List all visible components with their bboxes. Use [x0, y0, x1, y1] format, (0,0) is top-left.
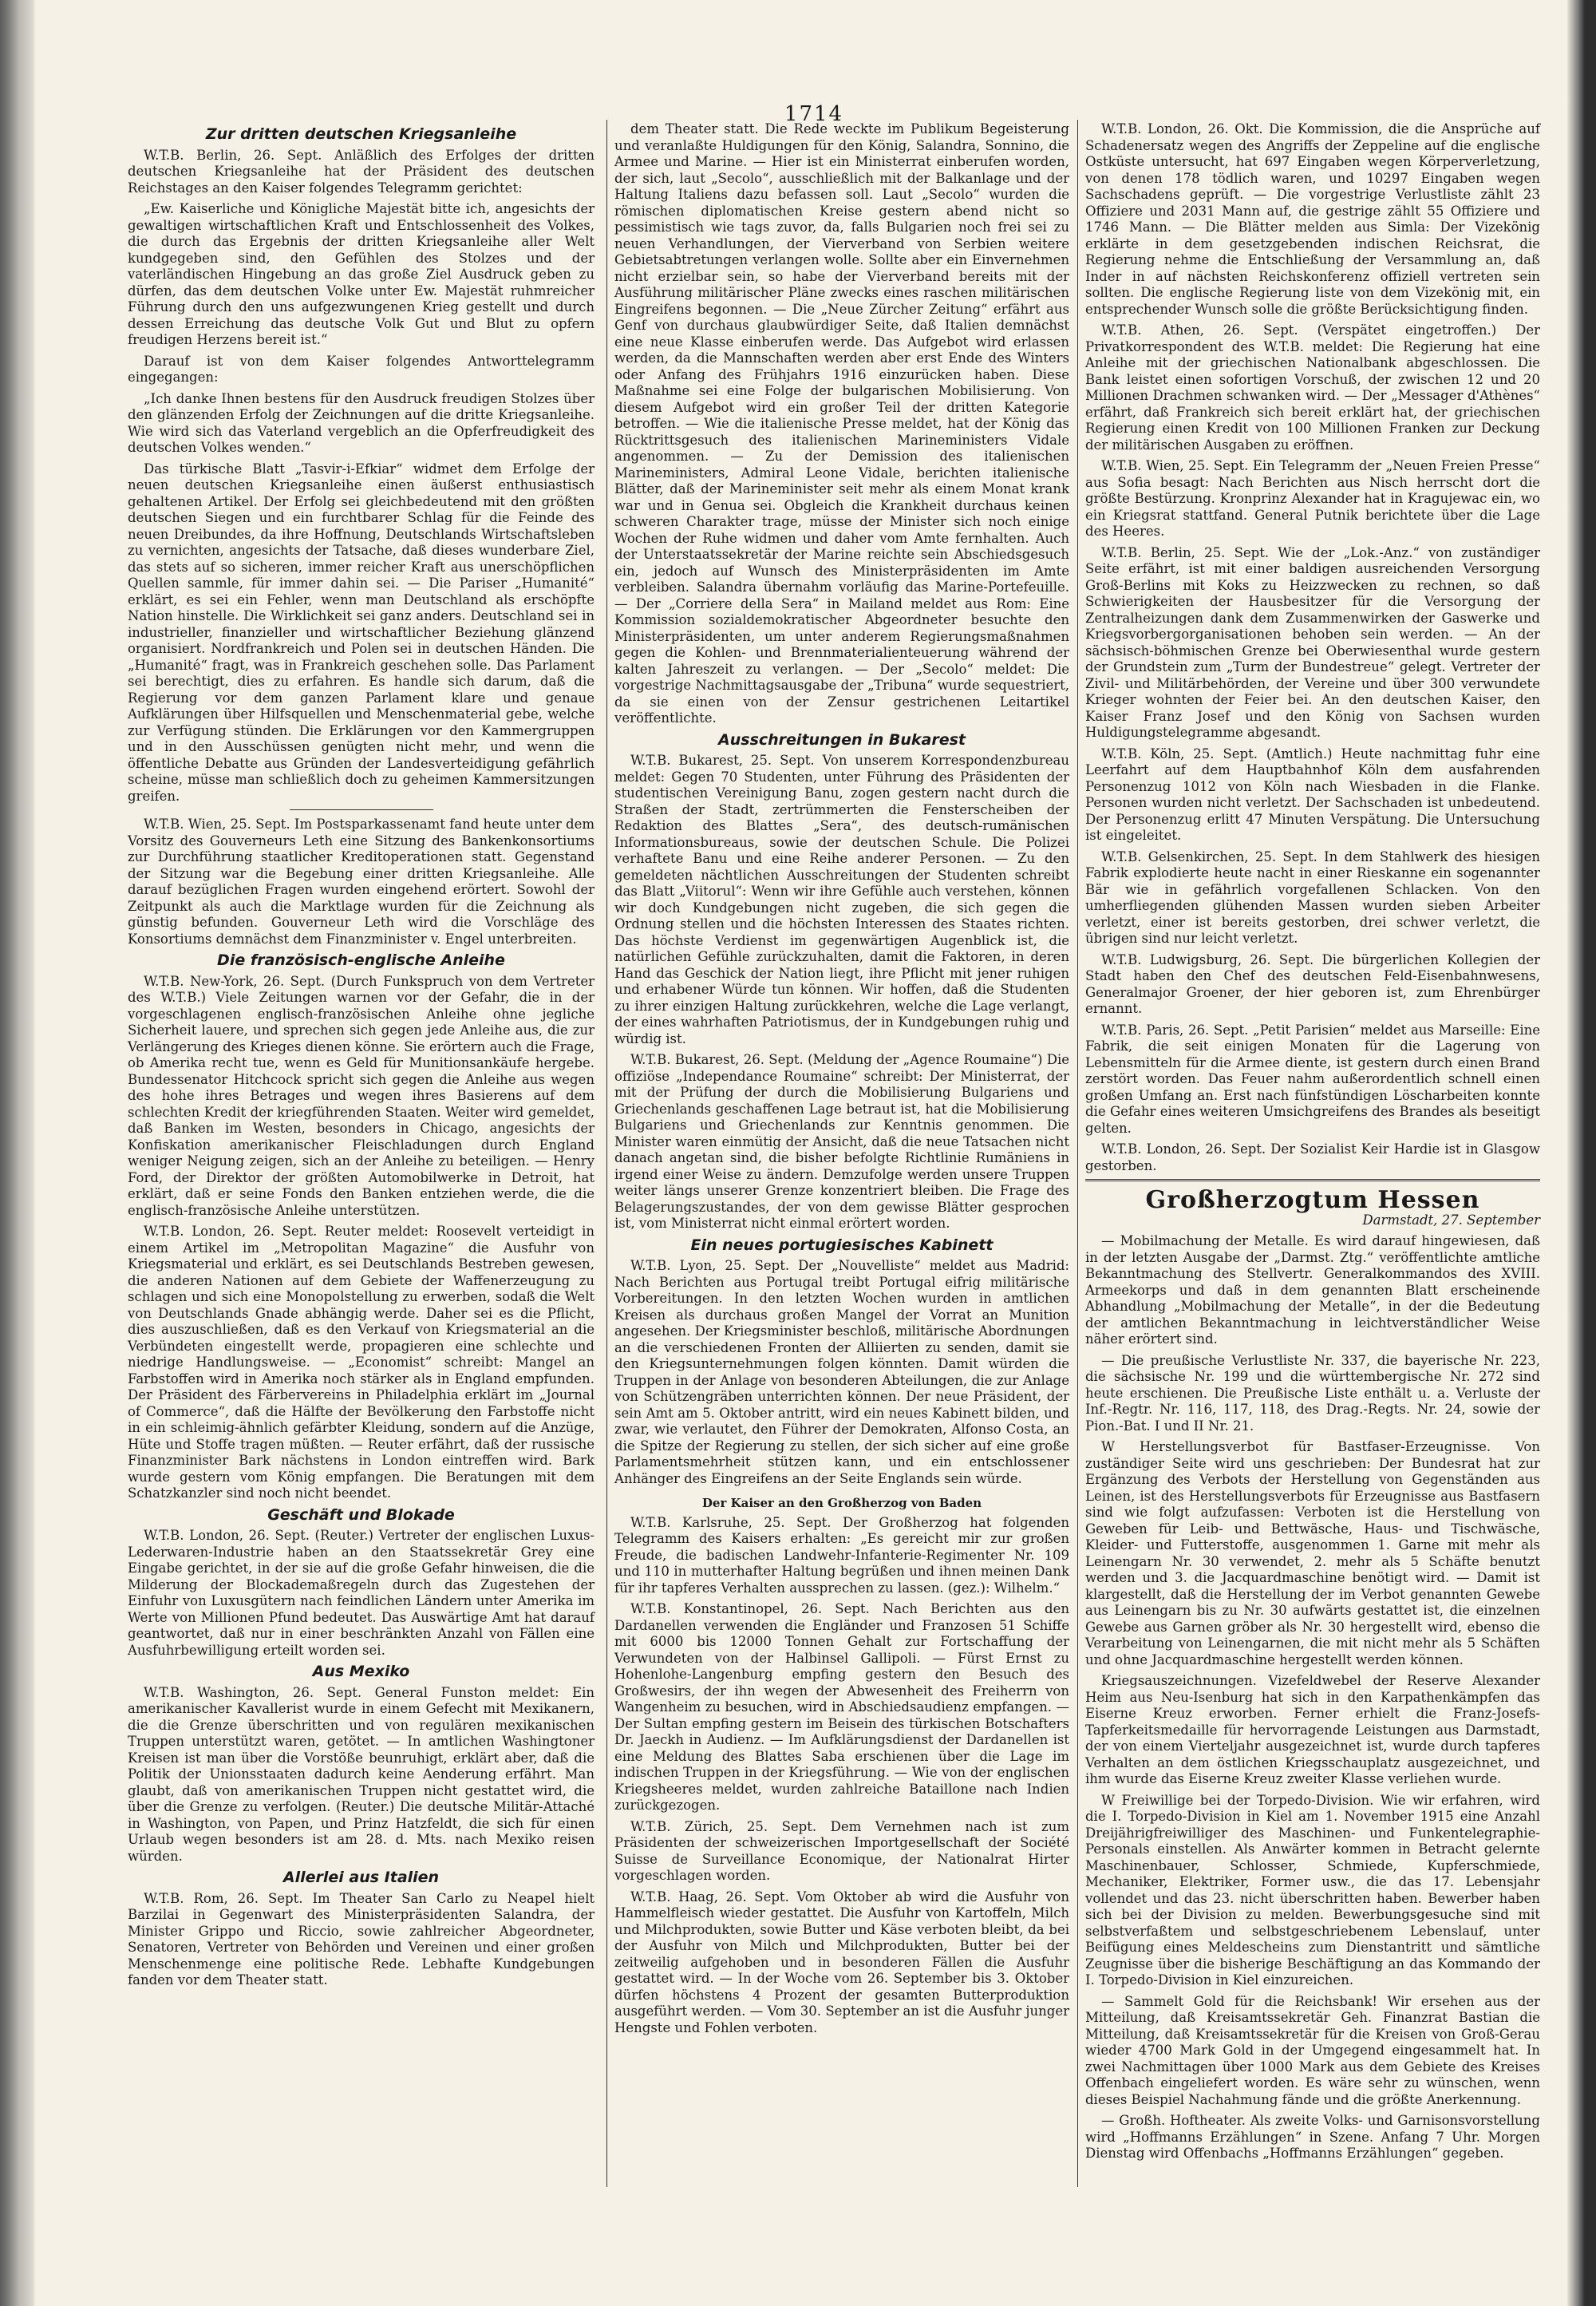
column-1: [128, 121, 595, 1994]
article-paragraph: „Ew. Kaiserliche und Königliche Majestät bitte ich, angesichts der gewaltigen wirtschaftlichen Kraft und Entschlossenheit des Volkes, die durch das Ergebnis der dritten Kriegsanleihe aller Welt kundgegeben sind, den Gefühlen des Stolzes und der vaterländischen Hingebung an das große Ziel Ausdruck geben zu dürfen, das dem deutschen Volke unter Ew. Majestät ruhmreicher Führung durch den uns aufgezwungenen Krieg gestellt und durch dessen Erreichung das deutsche Volk Gut und Blut zu opfern freudigen Herzens bereit ist.“: [128, 201, 595, 347]
article-paragraph: W Herstellungsverbot für Bastfaser-Erzeugnisse. Von zuständiger Seite wird uns geschrieben: Der Bundesrat hat zur Ergänzung des Verbots der Herstellung von Gegenständen aus Leinen, ist des Herstellungsverbots für Erzeugnisse aus Bastfasern sind wie folgt aufzufassen: Verboten ist die Herstellung von Geweben für Leib- und Bettwäsche, Haus- und Tischwäsche, Kleider- und Futterstoffe, ausgenommen 1. Garne mit mehr als Leinengarn Nr. 30 verwendet, 2. mehr als 5 Schäfte benutzt werden und 3. die Jacquardmaschine benötigt wird. — Damit ist klargestellt, daß die Herstellung der im Verbot genannten Gewebe aus Leinengarn bis zu Nr. 30 aufwärts gestattet ist, die einzelnen Gewebe aus Garnen gröber als Nr. 30 hergestellt wird, ebenso die Verarbeitung von Leinengarnen, die mit nicht mehr als 5 Schäften und ohne Jacquardmaschine hergestellt werden können.: [1085, 1439, 1540, 1667]
article-paragraph: W.T.B. Ludwigsburg, 26. Sept. Die bürgerlichen Kollegien der Stadt haben den Chef des deutschen Feld-Eisenbahnwesens, Generalmajor Groener, der hier geboren ist, zum Ehrenbürger ernannt.: [1085, 951, 1540, 1016]
article-paragraph: W.T.B. London, 26. Sept. Reuter meldet: Roosevelt verteidigt in einem Artikel im „Metropolitan Magazine“ die Ausfuhr von Kriegsmaterial und erklärt, es sei Deutschlands Bestreben gewesen, die anderen Nationen auf dem Gebiete der Waffenerzeugung zu schlagen und sich eine Monopolstellung zu erwerben, sodaß die Welt von Deutschlands Gnade abhängig werde. Daher sei es die Pflicht, dies auszuschließen, daß es den Verkauf von Kriegsmaterial an die Verbündeten eingestellt werde, propagieren eine schlechte und niedrige Handlungsweise. — „Economist“ schreibt: Mangel an Farbstoffen wird in Amerika noch stärker als in England empfunden. Der Präsident des Färbervereins in Philadelphia erklärt im „Journal of Commerce“, daß die Hälfte der Bevölkerung den Farbstoffe nicht in ein schleimig-ähnlich gefärbter Kleidung, sondern auf die Anzüge, Hüte und Stoffe tragen müßten. — Reuter erfährt, daß der russische Finanzminister Bark nächstens in London eintreffen wird. Bark wurde gestern vom König empfangen. Die Beratungen mit dem Schatzkanzler sind noch nicht beendet.: [128, 1224, 595, 1501]
headline-business-blockade: Geschäft und Blokade: [267, 1505, 455, 1524]
article-paragraph: W.T.B. Zürich, 25. Sept. Dem Vernehmen nach ist zum Präsidenten der schweizerischen Importgesellschaft der Société Suisse de Surveillance Economique, der Nationalrat Hirter vorgeschlagen worden.: [614, 1818, 1069, 1883]
headline-portuguese-cabinet: Ein neues portugiesisches Kabinett: [690, 1236, 994, 1254]
article-paragraph: „Ich danke Ihnen bestens für den Ausdruck freudigen Stolzes über den glänzenden Erfolg der Zeichnungen auf die dritte Kriegsanleihe. Wie wird sich das Vaterland vergeblich an die Opferfreudigkeit des deutschen Volkes wenden.“: [128, 390, 595, 455]
headline-bucharest-riots: Ausschreitungen in Bukarest: [718, 730, 966, 749]
article-paragraph: W.T.B. London, 26. Sept. Der Sozialist Keir Hardie ist in Glasgow gestorben.: [1085, 1141, 1540, 1173]
article-paragraph: W.T.B. Karlsruhe, 25. Sept. Der Großherzog hat folgenden Telegramm des Kaisers erhalten: „Es gereicht mir zur großen Freude, die badischen Landwehr-Infanterie-Regimenter Nr. 109 und 110 in mutterhafter Haltung begrüßen und ihnen meinen Dank für ihr tapferes Verhalten aussprechen zu lassen. (gez.): Wilhelm.“: [614, 1514, 1069, 1596]
article-paragraph: W.T.B. Wien, 25. Sept. Ein Telegramm der „Neuen Freien Presse“ aus Sofia besagt: Nach Berichten aus Nisch herrscht dort die größte Bestürzung. Kronprinz Alexander hat in Kragujewac ein, wo ein Kriegsrat stattfand. General Putnik berichtete über die Lage des Heeres.: [1085, 458, 1540, 539]
article-paragraph: W.T.B. London, 26. Okt. Die Kommission, die die Ansprüche auf Schadenersatz wegen des Angriffs der Zeppeline auf die englische Ostküste untersucht, hat 697 Eingaben wegen Körperverletzung, von denen 178 tödlich waren, und 10297 Eingaben wegen Sachschadens geprüft. — Die vorgestrige Verlustliste zählt 23 Offiziere und 2031 Mann auf, die gestrige zählt 55 Offiziere und 1746 Mann. — Die Blätter melden aus Simla: Der Vizekönig erklärte in dem gesetzgebenden indischen Reichsrat, die Regierung nehme die Entschließung der Versammlung an, daß Inder in auf nächsten Reichskonferenz offiziell vertreten sein sollten. Die englische Regierung liste von dem Vizekönig mit, ein entsprechender Wunsch solle die größte Berücksichtigung finden.: [1085, 121, 1540, 317]
headline-french-english-loan: Die französisch-englische Anleihe: [217, 951, 505, 969]
article-paragraph: W.T.B. Köln, 25. Sept. (Amtlich.) Heute nachmittag fuhr eine Leerfahrt auf dem Hauptbahnhof Köln dem ausfahrenden Personenzug 1012 von Köln nach Wiesbaden in die Flanke. Personen wurden nicht verletzt. Der Sachschaden ist unbedeutend. Der Personenzug erlitt 47 Minuten Verspätung. Die Untersuchung ist eingeleitet.: [1085, 746, 1540, 843]
column-2: [614, 121, 1069, 2041]
section-divider: [290, 809, 433, 810]
column-rule: [1077, 120, 1078, 2187]
article-paragraph: W.T.B. Gelsenkirchen, 25. Sept. In dem Stahlwerk des hiesigen Fabrik explodierte heute nacht in einer Rieskanne ein sogenannter Bär wie in gefährlich vorgefallenen Schlacken. Von den umherfliegenden glühenden Massen wurden sieben Arbeiter verletzt, einer ist bereits gestorben, drei schwer verletzt, die übrigen sind nur leicht verletzt.: [1085, 848, 1540, 946]
dateline: Darmstadt, 27. September: [1362, 1212, 1540, 1228]
column-rule: [606, 120, 607, 2187]
article-paragraph: W.T.B. New-York, 26. Sept. (Durch Funkspruch von dem Vertreter des W.T.B.) Viele Zeitungen warnen vor der Gefahr, die in der vorgeschlagenen englisch-französischen Anleihe ohne jegliche Sicherheit lauere, und sprechen sich gegen jede Anleihe aus, die zur Verlängerung des Krieges dienen könne. Sie erörtern auch die Frage, ob Amerika recht tue, wenn es Geld für Munitionsankäufe hergebe. Bundessenator Hitchcock spricht sich gegen die Anleihe aus wegen des hohe ihres Betrages und wegen ihres Basierens auf dem schlechten Kredit der kriegführenden Staaten. Weiter wird gemeldet, daß Banken im Westen, besonders in Chicago, angesichts der Konfiskation amerikanischer Fleischladungen durch England weniger Neigung zeigen, sich an der Anleihe zu beteiligen. — Henry Ford, der Direktor der größten Automobilwerke in Detroit, hat erklärt, daß er seine Fonds den Banken entziehen werde, die die englisch-französische Anleihe unterstützen.: [128, 973, 595, 1218]
headline-war-loan: Zur dritten deutschen Kriegsanleihe: [205, 125, 517, 143]
article-paragraph: Darauf ist von dem Kaiser folgendes Antworttelegramm eingegangen:: [128, 353, 595, 385]
article-paragraph: W.T.B. Berlin, 26. Sept. Anläßlich des Erfolges der dritten deutschen Kriegsanleihe hat der Präsident des deutschen Reichstages an den Kaiser folgendes Telegramm gerichtet:: [128, 147, 595, 196]
article-paragraph: Kriegsauszeichnungen. Vizefeldwebel der Reserve Alexander Heim aus Neu-Isenburg hat sich in den Karpathenkämpfen das Eiserne Kreuz erworben. Ferner erhielt die Franz-Josefs-Tapferkeitsmedaille für hervorragende Leistungen aus Darmstadt, der von einem Vierteljahr ausgezeichnet ist, wurde durch tapferes Verhalten an dem östlichen Kriegsschauplatz ausgezeichnet, und ihm wurde das Eiserne Kreuz zweiter Klasse verliehen wurde.: [1085, 1673, 1540, 1786]
article-paragraph: — Sammelt Gold für die Reichsbank! Wir ersehen aus der Mitteilung, daß Kreisamtssekretär Geh. Finanzrat Bastian die Mitteilung, daß Kreisamtssekretär für die Kreisen von Groß-Gerau wieder 4700 Mark Gold in der Umgegend eingesammelt hat. In zwei Nachmittagen über 1000 Mark aus dem Gebiete des Kreises Offenbach eingeliefert worden. Es wäre sehr zu wünschen, wenn dieses Beispiel Nachahmung fände und die größte Anerkennung.: [1085, 1993, 1540, 2107]
page-number: 1714: [784, 102, 844, 126]
page-edge-shadow: [1567, 0, 1596, 2306]
article-paragraph: W.T.B. Berlin, 25. Sept. Wie der „Lok.-Anz.“ von zuständiger Seite erfährt, ist mit einer baldigen ausreichenden Versorgung Groß-Berlins mit Koks zu Heizzwecken zu rechnen, so daß Schwierigkeiten der Hausbesitzer für die Versorgung der Zentralheizungen dank dem Zusammenwirken der Gaswerke und Kriegsvorbergorganisationen behoben sein werden. — An der sächsisch-böhmischen Grenze bei Oberwiesenthal wurde gestern der Grundstein zum „Turm der Bundestreue“ gelegt. Vertreter der Zivil- und Militärbehörden, der Vereine und über 300 verwundete Krieger wohnten der Feier bei. An den deutschen Kaiser, den Kaiser Franz Josef und den König von Sachsen wurden Huldigungstelegramme abgesandt.: [1085, 544, 1540, 740]
section-divider: [1085, 1179, 1540, 1181]
article-paragraph: — Die preußische Verlustliste Nr. 337, die bayerische Nr. 223, die sächsische Nr. 199 und die württembergische Nr. 272 sind heute erschienen. Die Preußische Liste enthält u. a. Verluste der Inf.-Regtr. Nr. 116, 117, 118, des Drag.-Regts. Nr. 24, sowie der Pion.-Bat. I und II Nr. 21.: [1085, 1352, 1540, 1434]
article-paragraph: W.T.B. Bukarest, 25. Sept. Von unserem Korrespondenzbureau meldet: Gegen 70 Studenten, unter Führung des Präsidenten der studentischen Vereinigung Banu, zogen gestern nacht durch die Straßen der Stadt, zertrümmerten die Fensterscheiben der Redaktion des Blattes „Sera“, des deutsch-rumänischen Informationsbureaus, sowie der deutschen Schule. Die Polizei verhaftete Banu und eine Reihe anderer Personen. — Zu den gemeldeten nächtlichen Ausschreitungen der Studenten schreibt das Blatt „Viitorul“: Wenn wir ihre Gefühle auch verstehen, können wir doch Kundgebungen nicht zugeben, die sich gegen die Ordnung stellen und die höchsten Interessen des Staates richten. Das höchste Verdienst im gegenwärtigen Augenblick ist, die natürlichen Gefühle zurückzuhalten, damit die Faktoren, in deren Hand das Geschick der Nation liegt, ihre Pflicht mit jener ruhigen und erhabener Würde tun können. Wir hoffen, daß die Studenten zu ihrer einzigen Haltung zurückkehren, welche die Lage verlangt, der eines wahrhaften Patriotismus, der in Kundgebungen ruhig und würdig ist.: [614, 753, 1069, 1046]
article-paragraph: W.T.B. Paris, 26. Sept. „Petit Parisien“ meldet aus Marseille: Eine Fabrik, die seit einigen Monaten für die Lagerung von Lebensmitteln für die Armee diente, ist gestern durch einen Brand zerstört worden. Das Feuer nahm außerordentlich schnell einen großen Umfang an. Erst nach fünfstündigen Löscharbeiten konnte die Gefahr eines weiteren Umsichgreifens des Brandes als beseitigt gelten.: [1085, 1022, 1540, 1136]
article-paragraph: W.T.B. London, 26. Sept. (Reuter.) Vertreter der englischen Luxus-Lederwaren-Industrie haben an den Staatssekretär Grey eine Eingabe gerichtet, in der sie auf die große Gefahr hinweisen, die die Milderung der Blockademaßregeln durch das Zugestehen der Einfuhr von Luxusgütern nach feindlichen Ländern unter Amerika im Werte von Millionen Pfund bedeutet. Das Auswärtige Amt hat darauf geantwortet, daß nur in einer beschränkten Anzahl von Fällen eine Ausfuhrbewilligung erteilt worden sei.: [128, 1528, 595, 1658]
headline-mexico: Aus Mexiko: [312, 1663, 410, 1680]
article-paragraph: W.T.B. Konstantinopel, 26. Sept. Nach Berichten aus den Dardanellen verwenden die Engländer und Franzosen 51 Schiffe mit 6000 bis 12000 Tonnen Gehalt zur Fortschaffung der Verwundeten von der Halbinsel Gallipoli. — Fürst Ernst zu Hohenlohe-Langenburg empfing gestern den Besuch des Großwesirs, der ihn wegen der Abwesenheit des Freiherrn von Wangenheim zu besuchen, wird in Abschiedsaudienz empfangen. — Der Sultan empfing gestern im Beisein des türkischen Botschafters Dr. Jaeckh in Audienz. — Im Aufklärungsdienst der Dardanellen ist eine Meldung des Blattes Saba erschienen über die Lage im indischen Truppen in der Kriegsführung. — Wie von der englischen Kriegsheeres meldet, wurden zahlreiche Bataillone nach Indien zurückgezogen.: [614, 1601, 1069, 1813]
article-paragraph: W.T.B. Bukarest, 26. Sept. (Meldung der „Agence Roumaine“) Die offiziöse „Independance Roumaine“ schreibt: Der Ministerrat, der mit der Prüfung der durch die Mobilisierung Bulgariens und Griechenlands geschaffenen Lage betraut ist, hat die Mobilisierung Bulgariens und Griechenlands zur Kenntnis genommen. Die Minister waren einmütig der Ansicht, daß die neue Tatsachen nicht danach angetan sind, die bisher befolgte Richtlinie Rumäniens in irgend einer Weise zu ändern. Demzufolge werden unsere Truppen weiter längs unserer Grenze konzentriert bleiben. Die Frage des Belagerungszustandes, der von dem gewisse Blätter gesprochen ist, vom Ministerrat nicht einmal erörtert worden.: [614, 1052, 1069, 1231]
headline-italy: Allerlei aus Italien: [282, 1869, 440, 1886]
article-paragraph: — Mobilmachung der Metalle. Es wird darauf hingewiesen, daß in der letzten Ausgabe der „Darmst. Ztg.“ veröffentlichte amtliche Bekanntmachung des Stellvertr. Generalkommandos des XVIII. Armeekorps und daß in dem genannten Blatt erscheinende Abhandlung „Mobilmachung der Metalle“, in der die Bedeutung der amtlichen Bekanntmachung in leichtverständlicher Weise näher erörtert sind.: [1085, 1233, 1540, 1347]
article-paragraph: dem Theater statt. Die Rede weckte im Publikum Begeisterung und veranlaßte Huldigungen für den König, Salandra, Sonnino, die Armee und Marine. — Hier ist ein Ministerrat einberufen worden, der sich, laut „Secolo“, ausschließlich mit der Balkanlage und der Haltung Italiens dazu befassen soll. Laut „Secolo“ wurden die römischen diplomatischen Kreise gestern abend nicht so pessimistisch wie tags zuvor, da, falls Bulgarien noch frei sei zu neuen Verhandlungen, der Vierverband von Serbien weitere Gebietsabtretungen verlangen wolle. Sollte aber ein Einvernehmen nicht erzielbar sein, so habe der Vierverband bereits mit der Ausführung militärischer Pläne zwecks eines raschen militärischen Eingreifens begonnen. — Die „Neue Zürcher Zeitung“ erfährt aus Genf von durchaus glaubwürdiger Seite, daß Italien demnächst eine neue Klasse einberufen werde. Das Aufgebot wird erlassen werden, da die Mannschaften werden aber erst Ende des Winters oder Anfang des Frühjahrs 1916 einzurücken haben. Diese Maßnahme sei eine Folge der bulgarischen Mobilisierung. Von diesem Aufgebot wird ein großer Teil der dritten Kategorie betroffen. — Wie die italienische Presse meldet, hat der König das Rücktrittsgesuch des italienischen Marineministers Vidale angenommen. — Zu der Demission des italienischen Marineministers, Admiral Leone Vidale, berichten italienische Blätter, daß der Marineminister seit mehr als einem Monat krank war und in Genua sei. Obgleich die Krankheit durchaus keinen schweren Charakter trage, müsse der Minister sich noch einige Wochen der Ruhe widmen und daher vom Amte fernhalten. Auch der Unterstaatssekretär der Marine reichte sein Abschiedsgesuch ein, jedoch auf Wunsch des Ministerpräsidenten im Amte verbleiben. Salandra übernahm vorläufig das Marine-Portefeuille. — Der „Corriere della Sera“ in Mailand meldet aus Rom: Eine Kommission sozialdemokratischer Abgeordneter besuchte den Ministerpräsidenten, um unter anderem Regierungsmaßnahmen gegen die Kohlen- und Brennmaterialienteuerung während der kalten Jahreszeit zu verlangen. — Der „Secolo“ meldet: Die vorgestrige Nachmittagsausgabe der „Tribuna“ wurde sequestriert, da sie einen von der Zensur gestrichenen Leitartikel veröffentlichte.: [614, 121, 1069, 726]
article-paragraph: — Großh. Hoftheater. Als zweite Volks- und Garnisonsvorstellung wird „Hoffmanns Erzählungen“ in Szene. Anfang 7 Uhr. Morgen Dienstag wird Offenbachs „Hoffmanns Erzählungen“ gegeben.: [1085, 2113, 1540, 2161]
column-3: [1085, 121, 1540, 2167]
article-paragraph: W.T.B. Athen, 26. Sept. (Verspätet eingetroffen.) Der Privatkorrespondent des W.T.B. meldet: Die Regierung hat eine Anleihe mit der griechischen Nationalbank abgeschlossen. Die Bank leistet einen sofortigen Vorschuß, der zwischen 12 und 20 Millionen Drachmen schwanken wird. — Der „Messager d'Athènes“ erfährt, daß Frankreich sich bereit erklärt hat, der griechischen Regierung einen Kredit von 100 Millionen Franken zur Deckung der militärischen Ausgaben zu eröffnen.: [1085, 322, 1540, 453]
article-paragraph: W.T.B. Rom, 26. Sept. Im Theater San Carlo zu Neapel hielt Barzilai in Gegenwart des Ministerpräsidenten Salandra, der Minister Grippo und Riccio, sowie zahlreicher Abgeordneter, Senatoren, Vertreter von Behörden und Vereinen und einer großen Menschenmenge eine politische Rede. Lebhafte Kundgebungen fanden vor dem Theater statt.: [128, 1890, 595, 1988]
article-paragraph: W Freiwillige bei der Torpedo-Division. Wie wir erfahren, wird die I. Torpedo-Division in Kiel am 1. November 1915 eine Anzahl Dreijährigfreiwilliger des Maschinen- und Funkentelegraphie-Personals einstellen. Als Anwärter kommen in Betracht gelernte Maschinenbauer, Schlosser, Schmiede, Kupferschmiede, Mechaniker, Elektriker, Former usw., die das 17. Lebensjahr vollendet und das 23. nicht überschritten haben. Bewerber haben sich bei der Division zu melden. Bewerbungsgesuche sind mit selbstverfaßtem und selbstgeschriebenem Lebenslauf, unter Beifügung eines Meldescheins zum Dienstantritt und sämtliche Zeugnisse über die bisherige Beschäftigung an das Kommando der I. Torpedo-Division in Kiel einzureichen.: [1085, 1792, 1540, 1988]
headline-hessen: Großherzogtum Hessen: [1145, 1186, 1480, 1214]
article-paragraph: W.T.B. Lyon, 25. Sept. Der „Nouvelliste“ meldet aus Madrid: Nach Berichten aus Portugal treibt Portugal eifrig militärische Vorbereitungen. In den letzten Wochen wurden in amtlichen Kreisen als durchaus großen Mangel der Vorrat an Munition angesehen. Der Kriegsminister beschloß, militärische Abordnungen an die verschiedenen Fronten der Alliierten zu senden, damit sie den Kriegsunternehmungen folgen könnten. Damit würden die Truppen in der Anlage von besonderen Abteilungen, die zur Anlage von Schützengräben unterrichten können. Der neue Präsident, der sein Amt am 5. Oktober antritt, wird ein neues Kabinett bilden, und zwar, wie verlautet, den Führer der Demokraten, Alfonso Costa, an die Spitze der Regierung zu stellen, der sich sicher auf eine große Parlamentsmehrheit stützen kann, und ein entschlossener Anhänger des Eingreifens an der Seite Englands sein würde.: [614, 1258, 1069, 1486]
subheadline-kaiser-baden: Der Kaiser an den Großherzog von Baden: [701, 1496, 982, 1510]
article-paragraph: W.T.B. Washington, 26. Sept. General Funston meldet: Ein amerikanischer Kavallerist wurde in einem Gefecht mit Mexikanern, die die Grenze überschritten und von regulären mexikanischen Truppen unterstützt waren, getötet. — In amtlichen Washingtoner Kreisen ist man über die Vorstöße beunruhigt, erklärt aber, daß die Politik der Unionsstaaten dadurch keine Aenderung erfährt. Man glaubt, daß von amerikanischen Truppen nicht gestattet wird, die über die Grenze zu verfolgen. (Reuter.) Die deutsche Militär-Attaché in Washington, von Papen, und Prinz Hatzfeldt, die sich für einen Urlaub wegen besonders ist am 28. d. Mts. nach Mexiko reisen würden.: [128, 1684, 595, 1864]
book-binding-shadow: [0, 0, 35, 2306]
article-paragraph: Das türkische Blatt „Tasvir-i-Efkiar“ widmet dem Erfolge der neuen deutschen Kriegsanleihe einen äußerst enthusiastisch gehaltenen Artikel. Der Erfolg sei gleichbedeutend mit den größten deutschen Siegen und ein furchtbarer Schlag für die Feinde des neuen Dreibundes, da ihre Hoffnung, Deutschlands Wirtschaftsleben zu vernichten, angesichts der Tatsache, daß dieses wunderbare Ziel, das stets auf so sicheren, immer reicher Kraft aus unerschöpflichen Quellen sammle, für immer dahin sei. — Die Pariser „Humanité“ erklärt, es sei ein Fehler, wenn man Deutschland als erschöpfte Nation hinstelle. Die Wirklichkeit sei ganz anders. Deutschland sei in industrieller, finanzieller und wirtschaftlicher Beziehung glänzend organisiert. Nordfrankreich und Polen sei in deutschen Händen. Die „Humanité“ fragt, was in Frankreich geschehen solle. Das Parlament sei berechtigt, dies zu erfahren. Es handle sich darum, daß die Regierung vor dem ganzen Parlament klare und genaue Aufklärungen über Hilfsquellen und Menschenmaterial gebe, welche zur Verfügung stünden. Die Erklärungen vor den Kammergruppen und in den Ausschüssen genügten nicht mehr, und wenn die öffentliche Debatte aus Gründen der Landesverteidigung gefährlich scheine, müsse man schließlich doch zu geheimen Kammersitzungen greifen.: [128, 461, 595, 804]
article-paragraph: W.T.B. Wien, 25. Sept. Im Postsparkassenamt fand heute unter dem Vorsitz des Gouverneurs Leth eine Sitzung des Bankenkonsortiums zur Durchführung staatlicher Kreditoperationen statt. Gegenstand der Sitzung war die Begebung einer dritten Kriegsanleihe. Alle darauf bezüglichen Fragen wurden eingehend erörtert. Sowohl der Zeitpunkt als auch die Marktlage wurden für die Zeichnung als günstig befunden. Gouverneur Leth wird die Vorschläge des Konsortiums demnächst dem Finanzminister v. Engel unterbreiten.: [128, 817, 595, 947]
article-paragraph: W.T.B. Haag, 26. Sept. Vom Oktober ab wird die Ausfuhr von Hammelfleisch wieder gestattet. Die Ausfuhr von Kartoffeln, Milch und Milchprodukten, sowie Butter und Käse verboten bleibt, da bei der Ausfuhr von Milch und Milchprodukten, Butter bei der zeitweilig aufgehoben und in besonderen Fällen die Ausfuhr gestattet wird. — In der Woche vom 26. September bis 3. Oktober dürfen höchstens 4 Prozent der gesamten Butterproduktion ausgeführt werden. — Vom 30. September an ist die Ausfuhr junger Hengste und Fohlen verboten.: [614, 1889, 1069, 2035]
